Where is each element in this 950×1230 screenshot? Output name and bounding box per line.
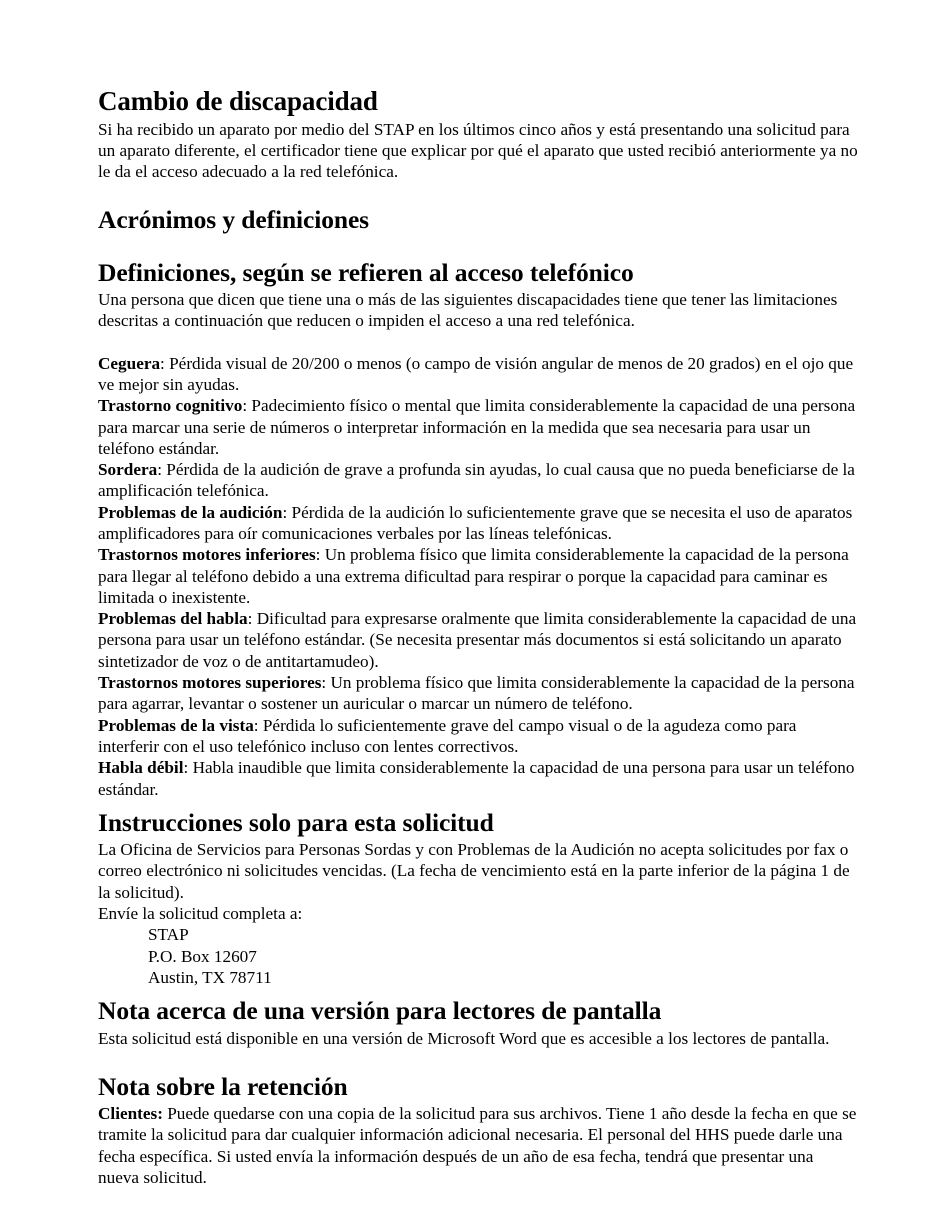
- definition-text: Dificultad para expresarse oralmente que limita considerablemente la capacidad de una persona para usar un teléfono estándar. (Se necesita presentar más documentos si está solicitando un aparato sintetizador de voz o de antitartamudeo).: [98, 609, 857, 671]
- section-paragraph-definiciones-intro: Una persona que dicen que tiene una o más de las siguientes discapacidades tiene que tener las limitaciones descritas a continuación que reducen o impiden el acceso a una red telefónica.: [98, 290, 838, 331]
- definition-item: [98, 715, 858, 758]
- retention-text: Puede quedarse con una copia de la solicitud para sus archivos. Tiene 1 año desde la fecha en que se tramite la solicitud para dar cualquier información adicional necesaria. El personal del HHS puede darle una fecha específica. Si usted envía la información después de un año de esa fecha, tendrá que presentar una nueva solicitud.: [98, 1104, 857, 1188]
- definition-separator: :: [282, 502, 292, 522]
- definition-separator: :: [242, 396, 252, 416]
- definition-term: Sordera: [98, 460, 158, 480]
- definition-separator: :: [183, 758, 193, 778]
- definition-item: [98, 459, 858, 502]
- definition-item: [98, 544, 858, 608]
- section-paragraph-cambio-de-discapacidad: Si ha recibido un aparato por medio del STAP en los últimos cinco años y está presentando una solicitud para un aparato diferente, el certificador tiene que explicar por qué el aparato que usted recibió anteriormente ya no le da el acceso adecuado a la red telefónica.: [98, 119, 858, 182]
- definition-text: Un problema físico que limita considerablemente la capacidad de la persona para llegar al teléfono debido a una extrema dificultad para respirar o porque la capacidad para caminar es limitada o inexistente.: [98, 545, 849, 607]
- definition-term: Problemas de la vista: [98, 715, 254, 735]
- definition-text: Pérdida de la audición de grave a profunda sin ayudas, lo cual causa que no pueda beneficiarse de la amplificación telefónica.: [98, 460, 855, 501]
- definition-text: Pérdida lo suficientemente grave del campo visual o de la agudeza como para interferir con el uso telefónico incluso con lentes correctivos.: [98, 715, 797, 756]
- address-line: STAP: [148, 925, 189, 945]
- section-heading-instrucciones: Instrucciones solo para esta solicitud: [98, 807, 494, 837]
- address-line: Austin, TX 78711: [148, 967, 272, 987]
- address-line: P.O. Box 12607: [148, 946, 257, 966]
- definition-item: [98, 672, 858, 715]
- definition-term: Ceguera: [98, 353, 161, 373]
- section-paragraph-nota-retencion: [98, 1103, 858, 1188]
- section-paragraph-nota-lectores-de-pantalla: Esta solicitud está disponible en una versión de Microsoft Word que es accesible a los lectores de pantalla.: [98, 1028, 830, 1048]
- definition-separator: :: [253, 715, 263, 735]
- retention-label: Clientes:: [98, 1104, 163, 1124]
- definition-item: [98, 395, 858, 459]
- section-heading-nota-lectores-de-pantalla: Nota acerca de una versión para lectores de pantalla: [98, 996, 662, 1026]
- section-heading-nota-retencion: Nota sobre la retención: [98, 1071, 348, 1101]
- definition-text: Pérdida visual de 20/200 o menos (o campo de visión angular de menos de 20 grados) en el ojo que ve mejor sin ayudas.: [98, 353, 854, 394]
- mail-intro-text: Envíe la solicitud completa a:: [98, 904, 303, 924]
- definition-separator: :: [321, 673, 331, 693]
- definition-term: Problemas de la audición: [98, 502, 283, 522]
- section-heading-cambio-de-discapacidad: Cambio de discapacidad: [98, 86, 378, 116]
- definition-term: Trastorno cognitivo: [98, 396, 243, 416]
- definition-item: [98, 502, 858, 545]
- section-heading-acronimos-y-definiciones: Acrónimos y definiciones: [98, 205, 370, 235]
- definitions-list: [98, 353, 858, 800]
- definition-item: [98, 757, 858, 800]
- mailing-address: [148, 924, 858, 988]
- definition-term: Trastornos motores inferiores: [98, 545, 316, 565]
- definition-term: Habla débil: [98, 758, 184, 778]
- definition-separator: :: [160, 353, 170, 373]
- definition-text: Pérdida de la audición lo suficientemente grave que se necesita el uso de aparatos amplificadores para oír comunicaciones verbales por las líneas telefónicas.: [98, 502, 853, 543]
- definition-text: Padecimiento físico o mental que limita considerablemente la capacidad de una persona para marcar una serie de números o interpretar información en la medida que sea necesaria para usar un teléfono estándar.: [98, 396, 856, 458]
- definition-separator: :: [157, 460, 167, 480]
- definition-separator: :: [247, 609, 257, 629]
- section-paragraph-instrucciones: La Oficina de Servicios para Personas Sordas y con Problemas de la Audición no acepta solicitudes por fax o correo electrónico ni solicitudes vencidas. (La fecha de vencimiento está en la parte inferior de la página 1 de la solicitud).: [98, 840, 850, 902]
- definition-separator: :: [315, 545, 325, 565]
- definition-text: Habla inaudible que limita considerablemente la capacidad de una persona para usar un teléfono estándar.: [98, 758, 855, 799]
- section-heading-definiciones-acceso-telefonico: Definiciones, según se refieren al acceso telefónico: [98, 257, 634, 287]
- definition-item: [98, 353, 858, 396]
- document-body: [98, 86, 858, 1188]
- definition-item: [98, 608, 858, 672]
- definition-text: Un problema físico que limita considerablemente la capacidad de la persona para agarrar, levantar o sostener un auricular o marcar un número de teléfono.: [98, 673, 855, 714]
- definition-term: Trastornos motores superiores: [98, 673, 322, 693]
- definition-term: Problemas del habla: [98, 609, 248, 629]
